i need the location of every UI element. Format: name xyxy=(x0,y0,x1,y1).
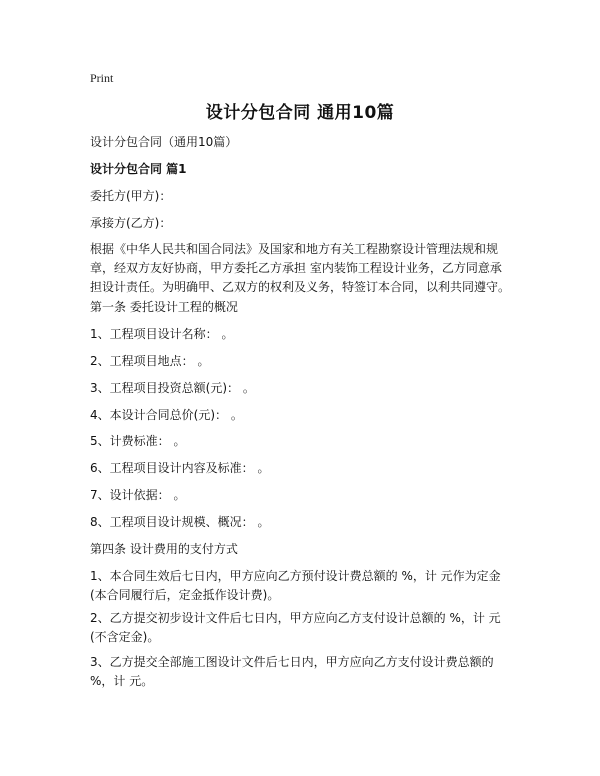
preamble-paragraph: 根据《中华人民共和国合同法》及国家和地方有关工程勘察设计管理法规和规章，经双方友好协商，甲方委托乙方承担 室内装饰工程设计业务，乙方同意承担设计责任。为明确甲、乙双方的权利及义务，特签订本合同，以利共同遵守。 xyxy=(90,242,511,294)
article-4-heading: 第四条 设计费用的支付方式 xyxy=(90,542,238,556)
document-title: 设计分包合同 通用10篇 xyxy=(205,103,395,123)
list-item: 1、工程项目设计名称： 。 xyxy=(90,327,234,341)
list-item: 5、计费标准： 。 xyxy=(90,434,186,448)
list-item: 3、工程项目投资总额(元)： 。 xyxy=(90,381,255,395)
list-item: 8、工程项目设计规模、概况： 。 xyxy=(90,515,270,529)
contractor-party: 承接方(乙方)： xyxy=(90,216,172,230)
document-subtitle: 设计分包合同（通用10篇） xyxy=(90,135,238,149)
article-1-heading: 第一条 委托设计工程的概况 xyxy=(90,300,238,314)
list-item: 4、本设计合同总价(元)： 。 xyxy=(90,408,243,422)
payment-clause: 1、本合同生效后七日内，甲方应向乙方预付设计费总额的 %，计 元作为定金(本合同履行后，定金抵作设计费)。 xyxy=(90,569,501,602)
section-heading: 设计分包合同 篇1 xyxy=(90,162,187,176)
list-item: 2、工程项目地点： 。 xyxy=(90,354,210,368)
payment-clause: 3、乙方提交全部施工图设计文件后七日内，甲方应向乙方支付设计费总额的 %，计 元。 xyxy=(90,655,494,688)
list-item: 6、工程项目设计内容及标准： 。 xyxy=(90,461,270,475)
print-label: Print xyxy=(90,71,114,85)
client-party: 委托方(甲方)： xyxy=(90,189,172,203)
payment-clause: 2、乙方提交初步设计文件后七日内，甲方应向乙方支付设计总额的 %，计 元(不含定金)。 xyxy=(90,611,501,644)
list-item: 7、设计依据： 。 xyxy=(90,488,186,502)
